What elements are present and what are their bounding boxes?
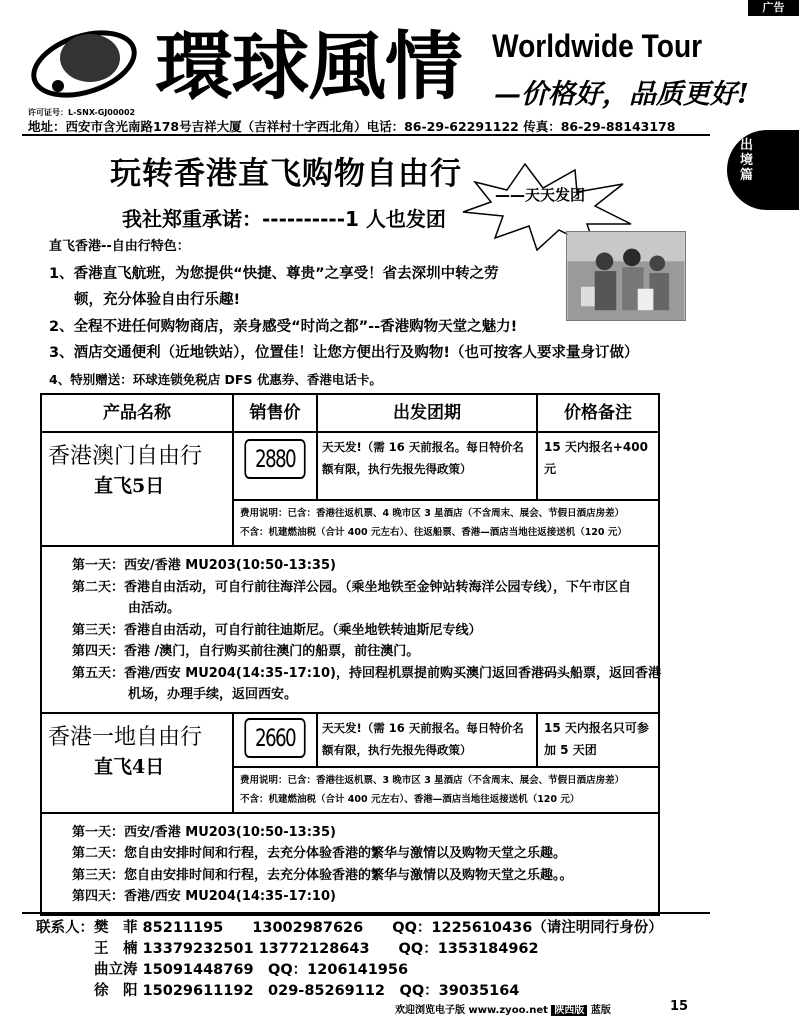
contacts-block	[36, 918, 663, 1002]
edition-label: 蓝版	[590, 1005, 611, 1016]
contact-row: 曲立涛 15091448769 QQ：1206141956	[36, 962, 409, 978]
header-divider	[22, 134, 710, 136]
section-tab-label: 出境篇	[740, 138, 754, 183]
edition-badge: 陕西版	[551, 1005, 587, 1016]
col-remark: 价格备注	[564, 403, 632, 423]
col-price: 销售价	[234, 395, 318, 431]
itinerary-day: 第二天：香港自由活动，可自行前往海洋公园。（乘坐地铁至金钟站转海洋公园专线），下午市区自	[72, 579, 632, 595]
price-badge: 2660	[244, 718, 305, 758]
itinerary-day: 第一天：西安/香港 MU203(10:50-13:35)	[72, 824, 336, 840]
contacts-divider	[22, 912, 710, 914]
itinerary-day-cont: 由活动。	[128, 601, 181, 616]
itinerary-day-cont: 机场，办理手续，返回西安。	[128, 687, 298, 702]
globe-logo-icon	[26, 24, 144, 106]
page-number: 15	[670, 999, 689, 1014]
price-cell	[234, 433, 318, 499]
footer	[395, 1001, 611, 1016]
remark-cell: 15 天内报名只可参加 5 天团	[544, 720, 649, 757]
headline: 玩转香港直飞购物自由行	[110, 156, 462, 192]
itinerary-day: 第二天：您自由安排时间和行程，去充分体验香港的繁华与激情以及购物天堂之乐趣。	[72, 846, 567, 861]
product-name-cell	[42, 433, 234, 545]
fee-notes	[234, 766, 658, 812]
brand-name-cn: 環球風情	[155, 24, 462, 110]
footer-website[interactable]: 欢迎浏览电子版 www.zyoo.net	[395, 1005, 548, 1016]
col-departure: 出发团期	[318, 395, 538, 431]
promise-line: 我社郑重承诺：----------1 人也发团	[122, 207, 446, 231]
col-product-name: 产品名称	[42, 395, 234, 431]
product-name: 香港澳门自由行	[48, 444, 203, 469]
product-block	[42, 714, 658, 914]
product-table	[40, 393, 660, 916]
contact-row: 联系人：樊 菲 85211195 13002987626 QQ：1225610436（请注明同行身份）	[36, 920, 663, 936]
daily-departure-badge: ——天天发团	[495, 186, 586, 204]
fee-notes	[234, 499, 658, 545]
itinerary-day: 第四天：香港 /澳门，自行购买前往澳门的船票，前往澳门。	[72, 644, 420, 659]
brand-slogan: —价格好，品质更好!	[494, 79, 749, 110]
feature-item: 1、香港直飞航班，为您提供“快捷、尊贵”之享受！省去深圳中转之劳	[49, 265, 499, 282]
itinerary-day: 第五天：香港/西安 MU204(14:35-17:10)，持回程机票提前购买澳门返回香港码头船票，返回香港	[72, 665, 661, 681]
product-duration: 直飞4日	[94, 755, 165, 778]
feature-item-cont: 顿，充分体验自由行乐趣!	[74, 292, 241, 308]
contact-row: 徐 阳 15029611192 029-85269112 QQ：39035164	[36, 983, 520, 999]
fee-excluded: 不含：机建燃油税（合计 400 元左右）、香港—酒店当地往返接送机（120 元）	[240, 793, 580, 805]
remark-cell: 15 天内报名+400 元	[544, 440, 648, 476]
product-name: 香港一地自由行	[48, 724, 203, 750]
brand-name-en: Worldwide Tour	[492, 28, 703, 64]
product-block	[42, 433, 661, 714]
table-header-row	[42, 395, 658, 433]
itinerary-day: 第三天：您自由安排时间和行程，去充分体验香港的繁华与激情以及购物天堂之乐趣。。	[72, 867, 573, 883]
features-heading: 直飞香港--自由行特色：	[49, 239, 190, 254]
itinerary-day: 第三天：香港自由活动，可自行前往迪斯尼。（乘坐地铁转迪斯尼专线）	[72, 622, 482, 638]
feature-item: 3、酒店交通便利（近地铁站），位置佳！让您方便出行及购物!（也可按客人要求量身订做）	[49, 345, 639, 361]
shopping-photo	[566, 231, 686, 321]
departure-cell: 天天发!（需 16 天前报名。每日特价名额有限，执行先报先得政策）	[318, 714, 538, 766]
product-name-cell	[42, 714, 234, 812]
section-tab-outbound	[727, 130, 799, 210]
contact-row: 王 楠 13379232501 13772128643 QQ：1353184962	[36, 941, 539, 957]
license-number: 许可证号：L-SNX-GJ00002	[28, 108, 136, 117]
itinerary	[42, 812, 658, 914]
address-line: 地址：西安市含光南路178号吉祥大厦（吉祥村十字西北角）电话：86-29-62291122 传真：86-29-88143178	[28, 119, 676, 134]
departure-cell: 天天发!（需 16 天前报名。每日特价名额有限，执行先报先得政策）	[318, 433, 538, 499]
ad-tag: 广告	[748, 0, 799, 16]
fee-excluded: 不含：机建燃油税（合计 400 元左右）、往返船票、香港—酒店当地往返接送机（120 元）	[240, 527, 627, 538]
product-duration: 直飞5日	[94, 475, 165, 497]
itinerary-day: 第四天：香港/西安 MU204(14:35-17:10)	[72, 889, 336, 904]
fee-included: 费用说明：已含：香港往返机票、4 晚市区 3 星酒店（不含周末、展会、节假日酒店房差）	[240, 508, 625, 519]
feature-item: 4、特别赠送：环球连锁免税店 DFS 优惠券、香港电话卡。	[49, 371, 382, 387]
feature-item: 2、全程不进任何购物商店，亲身感受“时尚之都”--香港购物天堂之魅力!	[49, 318, 518, 335]
itinerary-day: 第一天：西安/香港 MU203(10:50-13:35)	[72, 558, 336, 573]
itinerary	[42, 545, 661, 712]
price-cell	[234, 714, 318, 766]
fee-included: 费用说明：已含：香港往返机票、3 晚市区 3 星酒店（不含周末、展会、节假日酒店房差）	[240, 774, 625, 786]
price-badge: 2880	[244, 439, 305, 479]
